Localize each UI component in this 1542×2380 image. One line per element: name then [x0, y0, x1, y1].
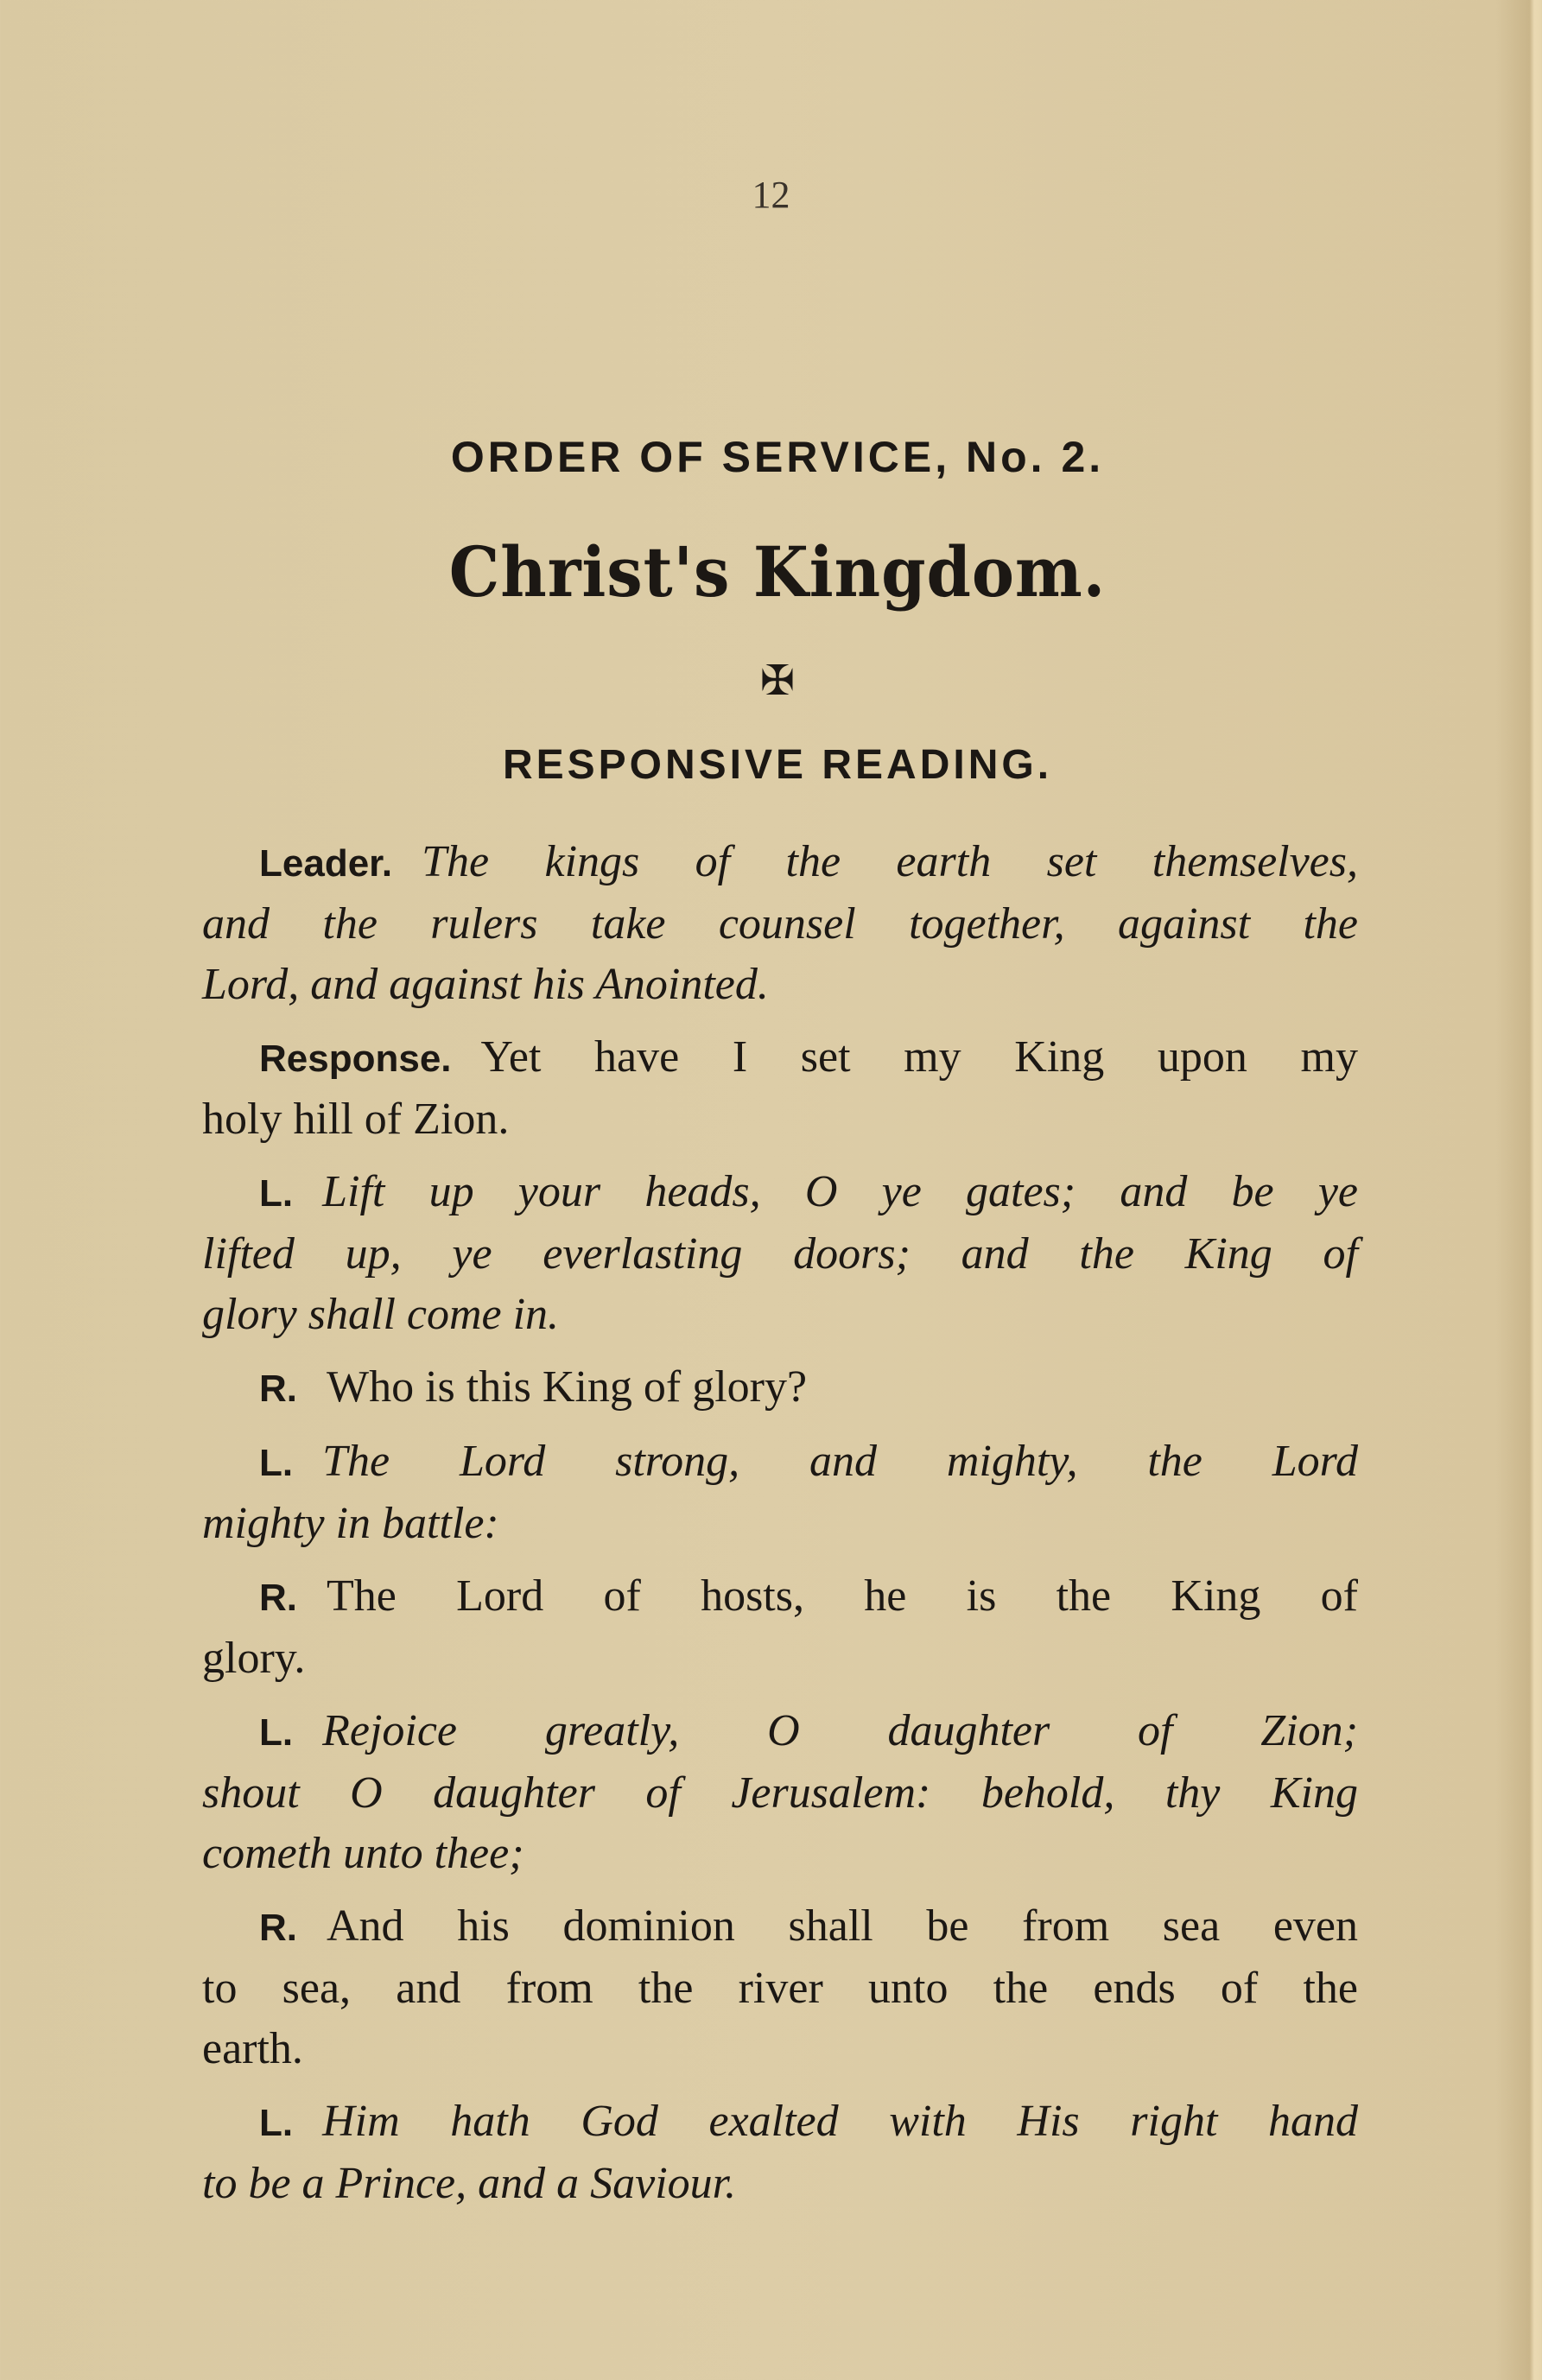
reading-text: to sea, and from the river unto the ends of the — [202, 1964, 1358, 2013]
reading-entry — [202, 1431, 1358, 1554]
reading-line — [202, 955, 1358, 1015]
cross-ornament-icon: ✠ — [759, 658, 796, 704]
speaker-label: Response. — [259, 1038, 452, 1080]
speaker-label: Leader. — [259, 842, 393, 885]
reading-text: Who is this King of glory? — [327, 1362, 808, 1412]
reading-line — [202, 1089, 1358, 1150]
reading-entry — [202, 1896, 1358, 2079]
speaker-label: R. — [259, 1577, 297, 1619]
reading-text: The Lord strong, and mighty, the Lord — [322, 1437, 1358, 1486]
reading-text: cometh unto thee; — [202, 1829, 524, 1878]
reading-line — [202, 1162, 1358, 1224]
reading-text: mighty in battle: — [202, 1499, 499, 1548]
reading-text: The kings of the earth set themselves, — [422, 837, 1358, 886]
reading-line — [202, 1701, 1358, 1763]
reading-line — [202, 2091, 1358, 2154]
reading-text: Him hath God exalted with His right hand — [322, 2097, 1358, 2146]
responsive-reading — [202, 832, 1358, 2226]
speaker-label: L. — [259, 1442, 294, 1484]
reading-text: Lift up your heads, O ye gates; and be ye — [322, 1167, 1358, 1216]
reading-text: and the rulers take counsel together, against the — [202, 899, 1358, 949]
speaker-label: R. — [259, 1368, 297, 1410]
reading-text: glory shall come in. — [202, 1290, 560, 1339]
reading-text: earth. — [202, 2024, 303, 2073]
reading-text: The Lord of hosts, he is the King of — [327, 1571, 1358, 1621]
reading-line — [202, 2154, 1358, 2214]
reading-line — [202, 1763, 1358, 1824]
reading-line — [202, 1027, 1358, 1089]
reading-entry — [202, 1027, 1358, 1150]
reading-entry — [202, 1701, 1358, 1884]
reading-line — [202, 2019, 1358, 2079]
reading-line — [202, 1628, 1358, 1689]
reading-text: And his dominion shall be from sea even — [327, 1901, 1358, 1951]
reading-line — [202, 1357, 1358, 1419]
reading-text: holy hill of Zion. — [202, 1095, 510, 1144]
page-number: 12 — [752, 174, 790, 216]
reading-entry — [202, 1566, 1358, 1689]
speaker-label: L. — [259, 2102, 294, 2144]
reading-text: Yet have I set my King upon my — [480, 1032, 1358, 1082]
speaker-label: L. — [259, 1711, 294, 1754]
reading-line — [202, 1566, 1358, 1628]
reading-line — [202, 1824, 1358, 1884]
reading-text: lifted up, ye everlasting doors; and the King of — [202, 1229, 1358, 1279]
speaker-label: R. — [259, 1907, 297, 1949]
speaker-label: L. — [259, 1172, 294, 1215]
reading-line — [202, 1896, 1358, 1958]
reading-entry — [202, 1357, 1358, 1419]
reading-text: Rejoice greatly, O daughter of Zion; — [322, 1706, 1358, 1755]
reading-entry — [202, 832, 1358, 1015]
reading-line — [202, 1958, 1358, 2019]
page-title: Christ's Kingdom. — [448, 531, 1107, 612]
reading-text: to be a Prince, and a Saviour. — [202, 2159, 737, 2208]
reading-text: shout O daughter of Jerusalem: behold, thy King — [202, 1768, 1358, 1818]
reading-entry — [202, 1162, 1358, 1345]
reading-line — [202, 1285, 1358, 1345]
reading-line — [202, 832, 1358, 894]
subheading: RESPONSIVE READING. — [502, 742, 1053, 788]
reading-line — [202, 1224, 1358, 1285]
reading-line — [202, 894, 1358, 955]
reading-line — [202, 1494, 1358, 1554]
reading-entry — [202, 2091, 1358, 2214]
reading-text: Lord, and against his Anointed. — [202, 960, 769, 1009]
reading-line — [202, 1431, 1358, 1494]
section-heading: ORDER OF SERVICE, No. 2. — [450, 433, 1105, 481]
reading-text: glory. — [202, 1634, 306, 1683]
